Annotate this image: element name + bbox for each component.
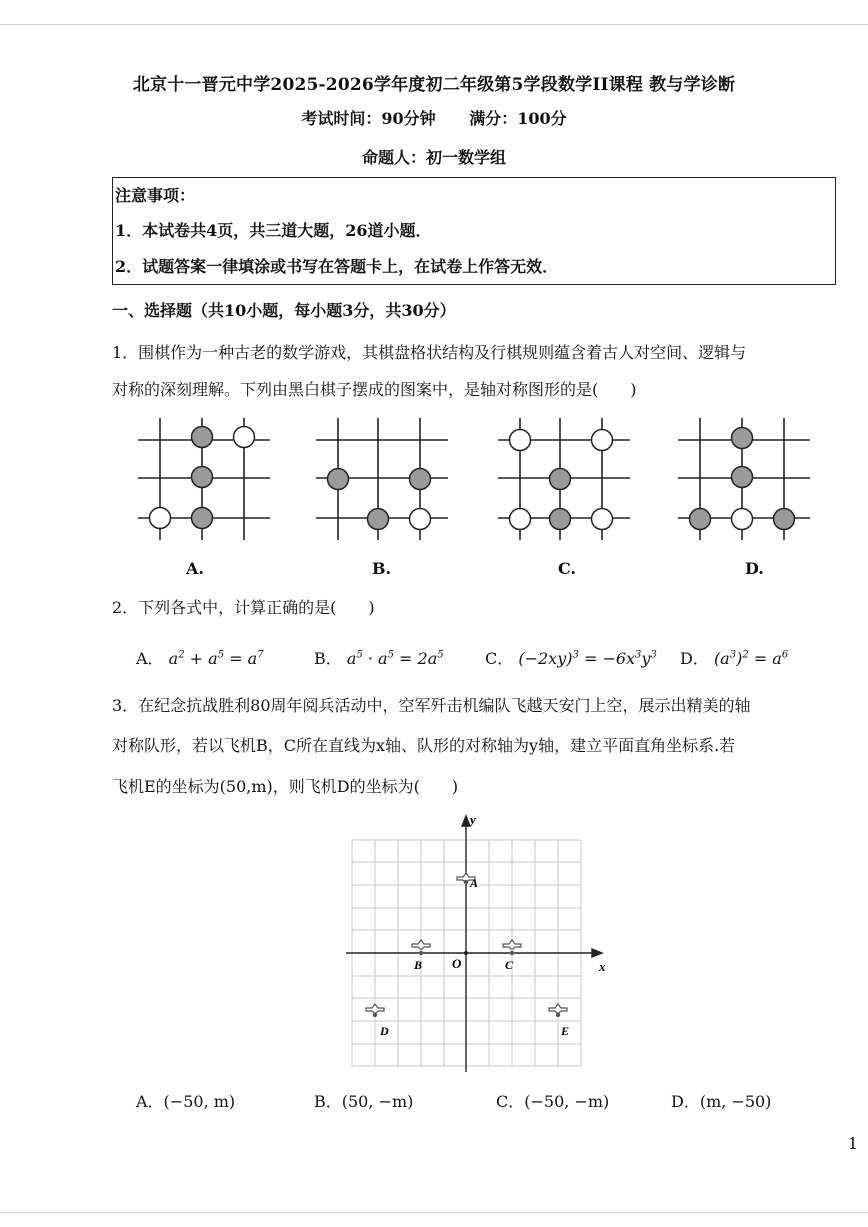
q3-line3: 飞机E的坐标为(50,m)，则飞机D的坐标为( ) — [112, 777, 459, 796]
exam-title: 北京十一晋元中学2025-2026学年度初二年级第5学段数学II课程 教与学诊断 — [132, 75, 736, 95]
stone-white — [234, 427, 255, 448]
section-heading: 一、选择题（共10小题，每小题3分，共30分） — [112, 301, 456, 320]
stone-gray — [368, 509, 389, 530]
plane-c-label: C — [505, 958, 514, 972]
q1-label-b: B. — [372, 559, 392, 578]
q2-option-c — [485, 646, 657, 669]
exam-time: 考试时间：90分钟 — [301, 109, 436, 128]
q3-coordinate-figure — [340, 812, 610, 1074]
q3-option-a: A．(−50, m) — [136, 1092, 236, 1111]
q2-option-d — [680, 646, 788, 669]
top-divider — [0, 24, 868, 25]
stone-white — [592, 430, 613, 451]
q3-option-c: C．(−50, −m) — [496, 1092, 610, 1111]
stone-white — [732, 509, 753, 530]
board-c — [498, 418, 630, 540]
stone-gray — [690, 509, 711, 530]
stone-white — [592, 509, 613, 530]
board-d — [678, 418, 810, 540]
stone-gray — [192, 508, 213, 529]
q3-option-b: B．(50, −m) — [314, 1092, 414, 1111]
notice-heading: 注意事项： — [115, 186, 196, 205]
q2-option-a-label: A． — [136, 649, 164, 668]
x-axis-label: x — [599, 959, 606, 974]
notice-item-1: 1．本试卷共4页，共三道大题，26道小题． — [115, 221, 432, 240]
stone-gray — [732, 428, 753, 449]
q1-line2: 对称的深刻理解。下列由黑白棋子摆成的图案中，是轴对称图形的是( ) — [112, 380, 637, 399]
q2-option-b-label: B． — [314, 649, 342, 668]
y-axis-label: y — [470, 812, 476, 827]
plane-e-icon — [549, 1004, 567, 1017]
stone-gray — [550, 509, 571, 530]
notice-box — [112, 177, 836, 285]
q2-stem: 2．下列各式中，计算正确的是( ) — [112, 598, 375, 617]
q2-option-c-expr: $(-2xy)^3 = -6x^3y^3$ — [518, 649, 657, 668]
plane-d-label: D — [380, 1024, 389, 1038]
stone-gray — [328, 469, 349, 490]
plane-e-label: E — [561, 1024, 570, 1038]
stone-gray — [732, 467, 753, 488]
q3-line2: 对称队形，若以飞机B，C所在直线为x轴、队形的对称轴为y轴，建立平面直角坐标系.若 — [112, 736, 736, 755]
q2-option-d-label: D． — [680, 649, 709, 668]
bottom-divider — [0, 1212, 868, 1213]
plane-b-label: B — [414, 958, 423, 972]
stone-white — [510, 509, 531, 530]
x-axis-arrow — [592, 949, 602, 957]
q3-option-d: D．(m, −50) — [671, 1092, 772, 1111]
q2-options — [136, 646, 836, 670]
origin-label: O — [452, 956, 462, 971]
q2-option-b — [314, 646, 444, 669]
q2-option-d-expr: $(a^3)^2 = a^6$ — [713, 649, 789, 668]
stone-white — [410, 509, 431, 530]
q1-line1: 1．围棋作为一种古老的数学游戏，其棋盘格状结构及行棋规则蕴含着古人对空间、逻辑与 — [112, 343, 747, 362]
stone-white — [150, 508, 171, 529]
origin-dot — [464, 951, 468, 955]
plane-a-label: A — [470, 876, 479, 890]
exam-score: 满分：100分 — [469, 109, 567, 128]
q2-option-a — [136, 646, 264, 669]
board-b — [316, 418, 448, 540]
exam-author: 命题人：初一数学组 — [361, 148, 506, 167]
board-a — [138, 418, 270, 540]
q3-line1: 3．在纪念抗战胜利80周年阅兵活动中，空军歼击机编队飞越天安门上空，展示出精美的轴 — [112, 696, 751, 715]
page-number: 1 — [847, 1134, 858, 1153]
q1-label-d: D. — [745, 559, 764, 578]
stone-white — [510, 430, 531, 451]
stone-gray — [410, 469, 431, 490]
stone-gray — [774, 509, 795, 530]
q2-option-c-label: C． — [485, 649, 514, 668]
y-axis-arrow — [462, 816, 470, 826]
exam-info — [0, 106, 868, 129]
q3-options — [136, 1089, 836, 1113]
plane-d-icon — [366, 1004, 384, 1017]
stone-gray — [192, 427, 213, 448]
stone-gray — [192, 467, 213, 488]
q1-label-a: A. — [186, 559, 204, 578]
q2-option-a-expr: $a^2 + a^5 = a^7$ — [168, 649, 264, 668]
q2-option-b-expr: $a^5 \cdot a^5 = 2a^5$ — [346, 649, 444, 668]
notice-item-2: 2．试题答案一律填涂或书写在答题卡上，在试卷上作答无效． — [115, 257, 559, 276]
q1-label-c: C. — [558, 559, 577, 578]
stone-gray — [550, 469, 571, 490]
